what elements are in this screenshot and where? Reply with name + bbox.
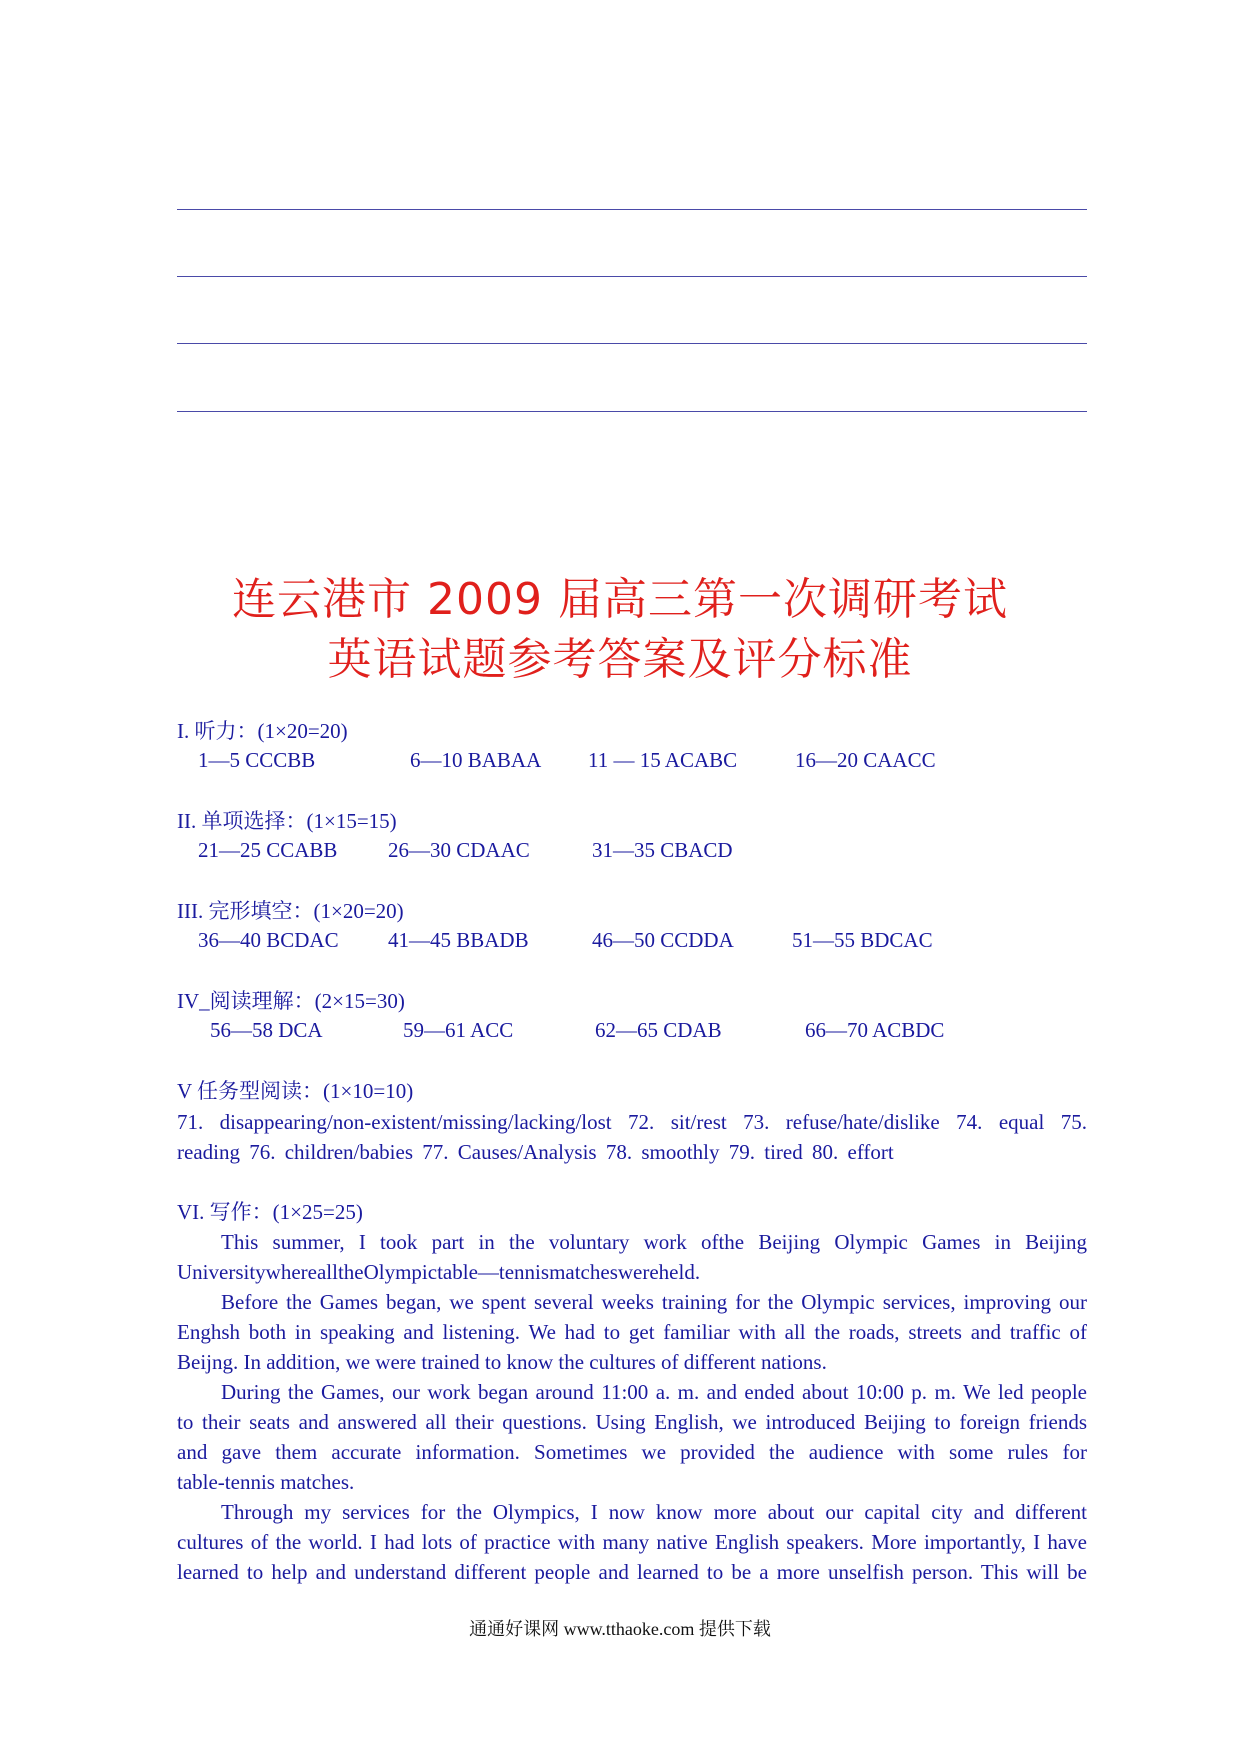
answer-group: 11 — 15 ACABC	[588, 748, 738, 772]
answer-group: 51—55 BDCAC	[792, 928, 933, 952]
essay-line: to their seats and answered all their questions. Using English, we introduced Beijing to foreign friends	[177, 1410, 1087, 1434]
ruled-line-3	[177, 343, 1087, 344]
ruled-line-4	[177, 411, 1087, 412]
answer-group: 36—40 BCDAC	[198, 928, 339, 952]
page-title-line-2: 英语试题参考答案及评分标准	[327, 634, 913, 685]
section-task-reading-heading: V 任务型阅读：(1×10=10)	[177, 1079, 414, 1103]
page-title-line-1: 连云港市 2009 届高三第一次调研考试	[232, 574, 1008, 625]
essay-line: table-tennis matches.	[177, 1470, 355, 1494]
answer-group: 16—20 CAACC	[795, 748, 936, 772]
section-cloze-heading: III. 完形填空：(1×20=20)	[177, 899, 404, 923]
essay-line: cultures of the world. I had lots of practice with many native English speakers. More importantly, I have	[177, 1530, 1087, 1554]
answer-group: 21—25 CCABB	[198, 838, 338, 862]
essay-line: This summer, I took part in the voluntary work ofthe Beijing Olympic Games in Beijing	[221, 1230, 1087, 1254]
essay-line: Through my services for the Olympics, I now know more about our capital city and different	[221, 1500, 1087, 1524]
section-writing-heading: VI. 写作：(1×25=25)	[177, 1200, 363, 1224]
essay-line: Enghsh both in speaking and listening. We had to get familiar with all the roads, streets and traffic of	[177, 1320, 1087, 1344]
answer-group: 1—5 CCCBB	[198, 748, 316, 772]
answer-group: 31—35 CBACD	[592, 838, 733, 862]
section-listening-heading: I. 听力：(1×20=20)	[177, 719, 348, 743]
answer-group: 6—10 BABAA	[410, 748, 542, 772]
essay-line: UniversitywherealltheOlympictable—tennismatcheswereheld.	[177, 1260, 701, 1284]
answer-group: 41—45 BBADB	[388, 928, 529, 952]
answer-group: 66—70 ACBDC	[805, 1018, 945, 1042]
task-reading-answers-line-1: 71. disappearing/non-existent/missing/lacking/lost 72. sit/rest 73. refuse/hate/dislike 74. equal 75.	[177, 1110, 1087, 1134]
essay-line: Beijng. In addition, we were trained to know the cultures of different nations.	[177, 1350, 827, 1374]
task-reading-answers-line-2: reading 76. children/babies 77. Causes/Analysis 78. smoothly 79. tired 80. effort	[177, 1140, 894, 1164]
essay-line: and gave them accurate information. Sometimes we provided the audience with some rules for	[177, 1440, 1087, 1464]
answer-group: 26—30 CDAAC	[388, 838, 530, 862]
answer-group: 56—58 DCA	[210, 1018, 323, 1042]
essay-line: Before the Games began, we spent several weeks training for the Olympic services, improving our	[221, 1290, 1087, 1314]
essay-line: learned to help and understand different people and learned to be a more unselfish person. This will be	[177, 1560, 1087, 1584]
answer-group: 59—61 ACC	[403, 1018, 514, 1042]
answer-group: 46—50 CCDDA	[592, 928, 734, 952]
ruled-line-2	[177, 276, 1087, 277]
section-single-choice-heading: II. 单项选择：(1×15=15)	[177, 809, 397, 833]
page-footer: 通通好课网 www.tthaoke.com 提供下载	[469, 1619, 771, 1639]
section-reading-heading: IV_阅读理解：(2×15=30)	[177, 989, 405, 1013]
essay-line: During the Games, our work began around 11:00 a. m. and ended about 10:00 p. m. We led people	[221, 1380, 1087, 1404]
answer-group: 62—65 CDAB	[595, 1018, 722, 1042]
ruled-line-1	[177, 209, 1087, 210]
